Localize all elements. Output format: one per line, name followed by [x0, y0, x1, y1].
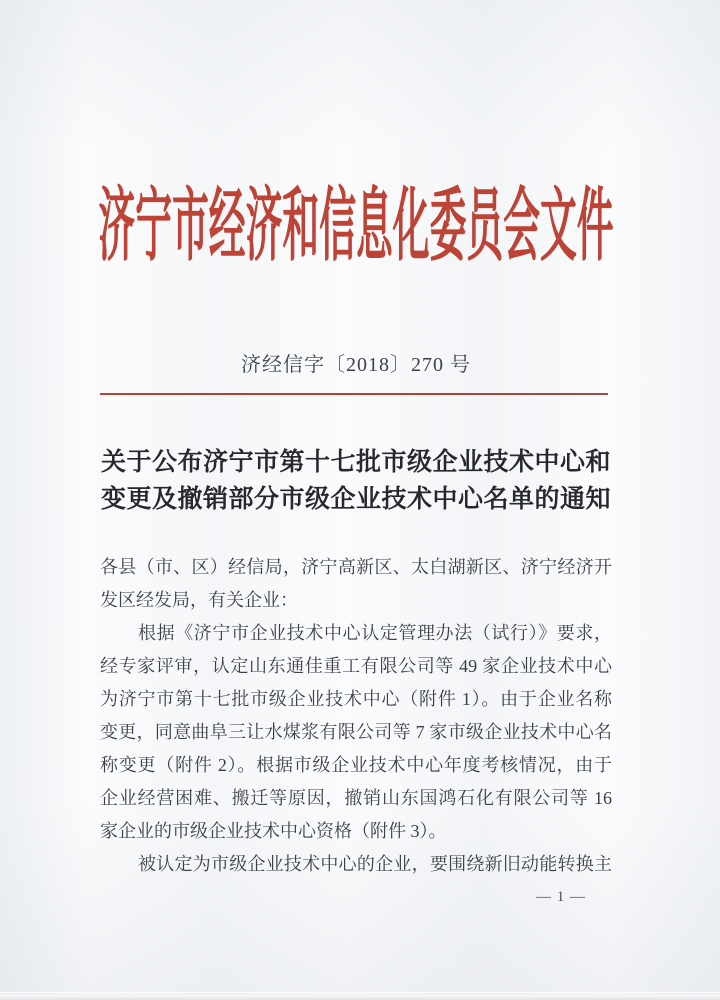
document-body [100, 551, 612, 881]
page-number: — 1 — [536, 889, 586, 905]
body-line: 企业经营困难、搬迁等原因，撤销山东国鸿石化有限公司等 16 [100, 788, 612, 808]
agency-header-text: 济宁市经济和信息化委员会文件 [98, 183, 614, 271]
body-line: 称变更（附件 2）。根据市级企业技术中心年度考核情况，由于 [100, 755, 612, 775]
body-line: 被认定为市级企业技术中心的企业，要围绕新旧动能转换主 [138, 854, 612, 874]
body-line: 变更，同意曲阜三让水煤浆有限公司等 7 家市级企业技术中心名 [100, 722, 612, 742]
red-divider-line [100, 393, 608, 395]
body-line: 发区经发局，有关企业： [100, 590, 298, 610]
document-title [100, 444, 612, 518]
document-title-line: 变更及撤销部分市级企业技术中心名单的通知 [100, 486, 611, 513]
document-title-line: 关于公布济宁市第十七批市级企业技术中心和 [100, 449, 611, 476]
body-line: 经专家评审，认定山东通佳重工有限公司等 49 家企业技术中心 [100, 656, 612, 676]
body-line: 为济宁市第十七批市级企业技术中心（附件 1）。由于企业名称 [100, 689, 612, 709]
body-line: 根据《济宁市企业技术中心认定管理办法（试行）》要求， [138, 623, 612, 643]
document-number: 济经信字〔2018〕270 号 [241, 354, 471, 376]
scan-edge-shadow [0, 992, 720, 1000]
body-line: 家企业的市级企业技术中心资格（附件 3）。 [100, 821, 447, 841]
body-line: 各县（市、区）经信局，济宁高新区、太白湖新区、济宁经济开 [100, 557, 612, 577]
agency-header [100, 182, 612, 272]
